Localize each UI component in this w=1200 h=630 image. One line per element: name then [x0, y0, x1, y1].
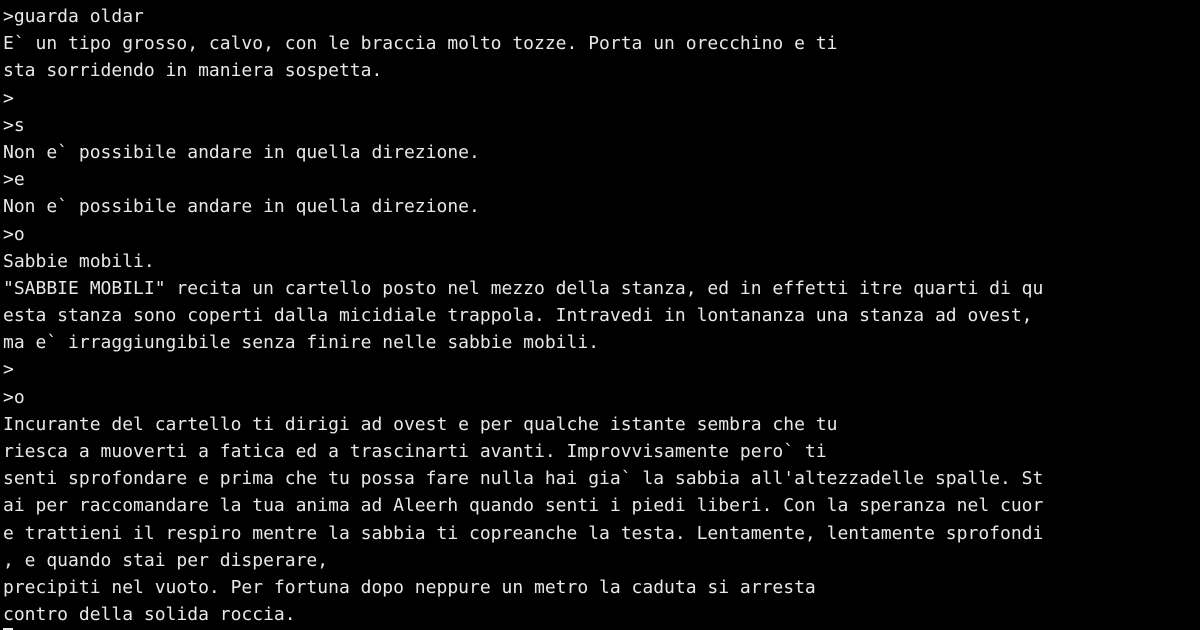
terminal-line: >s	[3, 114, 25, 136]
terminal-line: ai per raccomandare la tua anima ad Aleerh quando senti i piedi liberi. Con la speranza nel cuor	[3, 495, 1044, 517]
terminal-line: senti sprofondare e prima che tu possa fare nulla hai gia` la sabbia all'altezzadelle spalle. St	[3, 468, 1044, 490]
terminal-line: riesca a muoverti a fatica ed a trascinarti avanti. Improvvisamente pero` ti	[3, 441, 827, 462]
terminal-line: sta sorridendo in maniera sospetta.	[3, 60, 383, 82]
terminal-line: , e quando stai per disperare,	[3, 549, 329, 571]
terminal-line: Non e` possibile andare in quella direzione.	[3, 141, 480, 163]
terminal-line: Non e` possibile andare in quella direzione.	[3, 196, 480, 218]
terminal-line: >o	[3, 386, 25, 408]
terminal-line: >	[3, 87, 14, 109]
terminal-line: >	[3, 359, 14, 381]
terminal-line: >guarda oldar	[3, 6, 144, 27]
terminal-line: precipiti nel vuoto. Per fortuna dopo neppure un metro la caduta si arresta	[3, 576, 816, 598]
terminal-line: E` un tipo grosso, calvo, con le braccia molto tozze. Porta un orecchino e ti	[3, 33, 838, 55]
terminal-line: "SABBIE MOBILI" recita un cartello posto nel mezzo della stanza, ed in effetti itre quarti di qu	[3, 277, 1044, 299]
terminal-line: ma e` irraggiungibile senza finire nelle sabbie mobili.	[3, 332, 600, 354]
terminal-line: Sabbie mobili.	[3, 250, 155, 272]
terminal-line: >e	[3, 169, 25, 191]
terminal-line: >o	[3, 223, 25, 245]
terminal-line: e trattieni il respiro mentre la sabbia ti copreanche la testa. Lentamente, lentamente sprofondi	[3, 522, 1044, 544]
terminal-line: Incurante del cartello ti dirigi ad ovest e per qualche istante sembra che tu	[3, 413, 838, 435]
terminal-line: contro della solida roccia.	[3, 604, 296, 626]
terminal-output	[3, 3, 1198, 630]
terminal-line: esta stanza sono coperti dalla micidiale trappola. Intravedi in lontananza una stanza ad ovest,	[3, 305, 1033, 327]
